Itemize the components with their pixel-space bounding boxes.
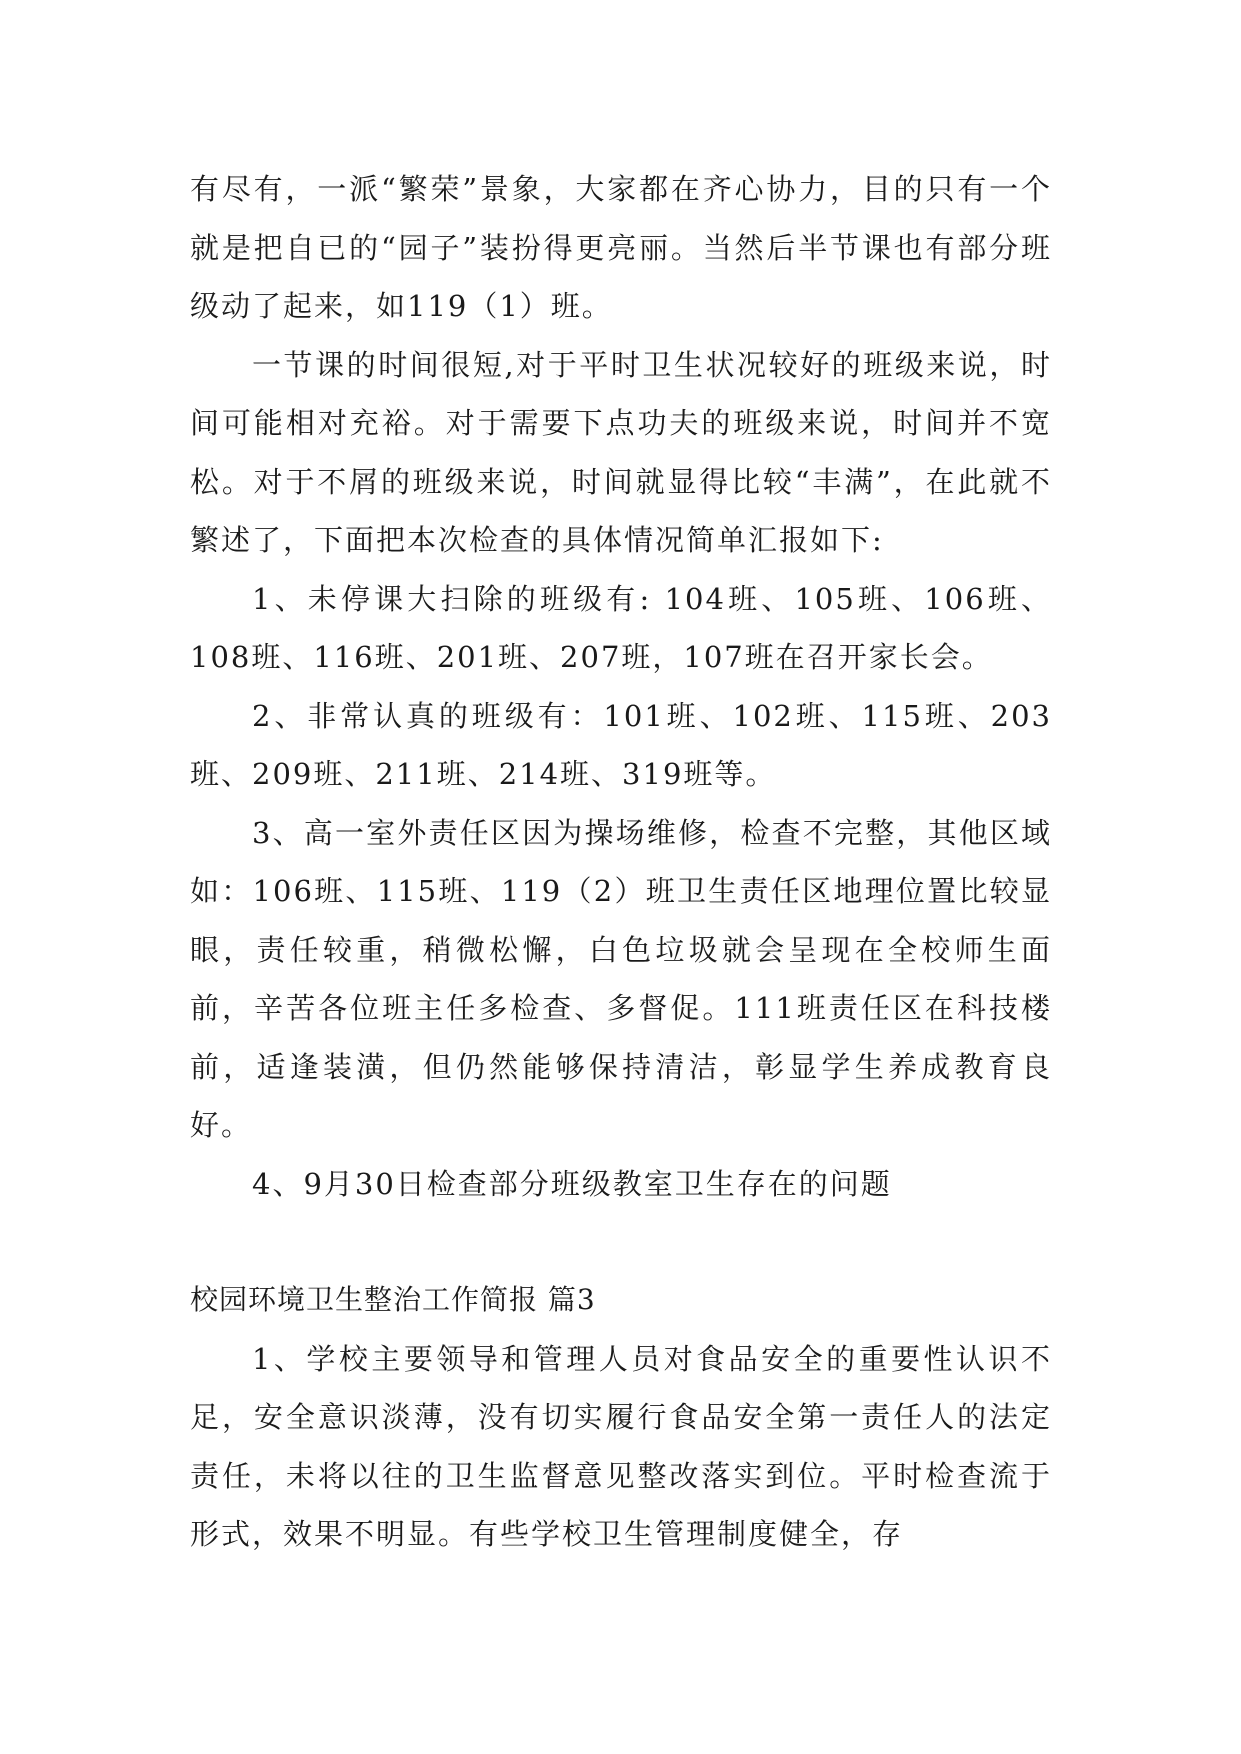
paragraph-item-1: 1、未停课大扫除的班级有: 104班、105班、106班、108班、116班、201班、207班，107班在召开家长会。 xyxy=(190,581,1052,674)
paragraph-item-3: 3、高一室外责任区因为操场维修，检查不完整，其他区域如：106班、115班、119（2）班卫生责任区地理位置比较显眼，责任较重，稍微松懈，白色垃圾就会呈现在全校师生面前，辛苦各位班主任多检查、多督促。111班责任区在科技楼前，适逢装潢，但仍然能够保持清洁，彰显学生养成教育良好。 xyxy=(190,815,1052,1142)
document-body xyxy=(190,160,1052,1564)
paragraph-class-time: 一节课的时间很短,对于平时卫生状况较好的班级来说，时间可能相对充裕。对于需要下点功夫的班级来说，时间并不宽松。对于不屑的班级来说，时间就显得比较“丰满”，在此就不繁述了，下面把本次检查的具体情况简单汇报如下: xyxy=(190,347,1052,557)
paragraph-item-4: 4、9月30日检查部分班级教室卫生存在的问题 xyxy=(252,1166,892,1201)
section-heading: 校园环境卫生整治工作简报 篇3 xyxy=(190,1283,596,1316)
paragraph-continuation: 有尽有，一派“繁荣”景象，大家都在齐心协力，目的只有一个就是把自已的“园子”装扮得更亮丽。当然后半节课也有部分班级动了起来，如119（1）班。 xyxy=(190,172,1052,323)
section-paragraph-1: 1、学校主要领导和管理人员对食品安全的重要性认识不足，安全意识淡薄，没有切实履行食品安全第一责任人的法定责任，未将以往的卫生监督意见整改落实到位。平时检查流于形式，效果不明显。有些学校卫生管理制度健全，存 xyxy=(190,1341,1052,1551)
paragraph-item-2: 2、非常认真的班级有：101班、102班、115班、203班、209班、211班、214班、319班等。 xyxy=(190,698,1052,791)
